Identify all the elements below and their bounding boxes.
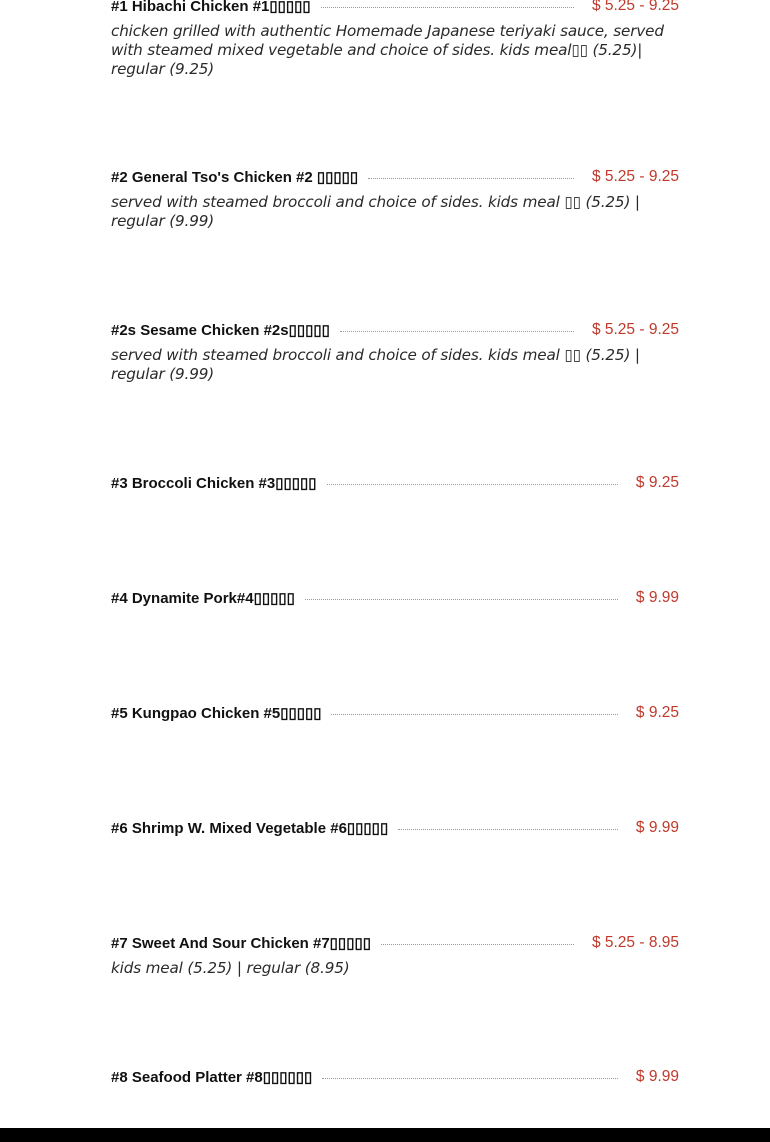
menu-item-general-tsos-chicken[interactable] — [111, 167, 679, 231]
dotted-leader — [327, 484, 618, 485]
dotted-leader — [381, 944, 574, 945]
menu-item-header — [111, 818, 679, 838]
menu-item-header — [111, 167, 679, 187]
menu-item-price: $ 5.25 - 8.95 — [591, 934, 679, 951]
menu-item-sweet-and-sour-chicken[interactable] — [111, 933, 679, 978]
dotted-leader — [322, 1078, 618, 1079]
dotted-leader — [305, 599, 618, 600]
menu-item-header — [111, 0, 679, 16]
dotted-leader — [340, 331, 574, 332]
menu-item-name: #7 Sweet And Sour Chicken #7▯▯▯▯▯ — [111, 935, 371, 952]
menu-item-name: #1 Hibachi Chicken #1▯▯▯▯▯ — [111, 0, 311, 15]
dotted-leader — [331, 714, 617, 715]
menu-item-shrimp-mixed-vegetable[interactable] — [111, 818, 679, 838]
menu-item-price: $ 9.25 — [635, 474, 679, 491]
menu-item-description: kids meal (5.25) | regular (8.95) — [111, 959, 350, 977]
dotted-leader — [368, 178, 574, 179]
menu-item-name: #6 Shrimp W. Mixed Vegetable #6▯▯▯▯▯ — [111, 820, 389, 837]
menu-item-price: $ 5.25 - 9.25 — [591, 0, 679, 14]
menu-item-price: $ 9.99 — [635, 819, 679, 836]
menu-item-header — [111, 320, 679, 340]
menu-item-seafood-platter[interactable] — [111, 1067, 679, 1087]
menu-item-price: $ 5.25 - 9.25 — [591, 321, 679, 338]
dotted-leader — [398, 829, 618, 830]
menu-item-price: $ 5.25 - 9.25 — [591, 168, 679, 185]
menu-item-hibachi-chicken[interactable] — [111, 0, 679, 79]
menu-item-description: served with steamed broccoli and choice of sides. kids meal ▯▯ (5.25) | regular (9.99) — [111, 193, 640, 230]
menu-item-header — [111, 1067, 679, 1087]
menu-item-header — [111, 933, 679, 953]
menu-item-broccoli-chicken[interactable] — [111, 473, 679, 493]
menu-item-name: #8 Seafood Platter #8▯▯▯▯▯▯ — [111, 1069, 313, 1086]
menu-item-header — [111, 473, 679, 493]
dotted-leader — [321, 7, 574, 8]
menu-item-name: #4 Dynamite Pork#4▯▯▯▯▯ — [111, 590, 295, 607]
menu-item-name: #3 Broccoli Chicken #3▯▯▯▯▯ — [111, 475, 317, 492]
menu-item-price: $ 9.99 — [635, 1068, 679, 1085]
footer-bar — [0, 1128, 770, 1142]
menu-item-price: $ 9.99 — [635, 589, 679, 606]
menu-item-price: $ 9.25 — [635, 704, 679, 721]
menu-item-sesame-chicken[interactable] — [111, 320, 679, 384]
menu-item-description: served with steamed broccoli and choice of sides. kids meal ▯▯ (5.25) | regular (9.99) — [111, 346, 640, 383]
menu-item-dynamite-pork[interactable] — [111, 588, 679, 608]
menu-item-name: #5 Kungpao Chicken #5▯▯▯▯▯ — [111, 705, 322, 722]
menu-item-name: #2s Sesame Chicken #2s▯▯▯▯▯ — [111, 322, 330, 339]
menu-item-name: #2 General Tso's Chicken #2 ▯▯▯▯▯ — [111, 169, 359, 186]
menu-item-header — [111, 588, 679, 608]
menu-item-description: chicken grilled with authentic Homemade Japanese teriyaki sauce, served with steamed mixed vegetable and choice of sides. kids meal▯▯ (5.25)| regular (9.25) — [111, 22, 664, 78]
menu-item-header — [111, 703, 679, 723]
menu-item-kungpao-chicken[interactable] — [111, 703, 679, 723]
